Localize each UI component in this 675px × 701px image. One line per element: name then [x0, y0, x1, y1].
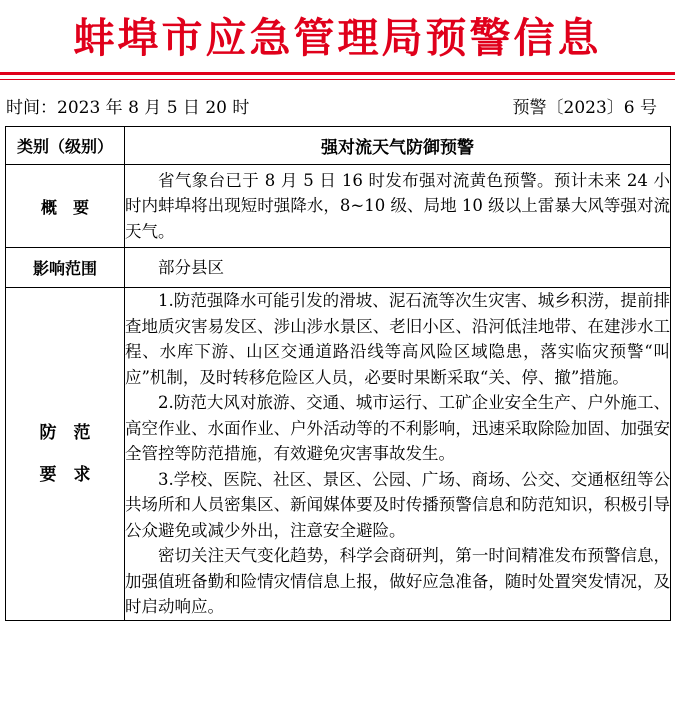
requirements-label-line2: 要 求: [39, 464, 91, 485]
summary-cell: [125, 165, 671, 248]
requirements-paragraph: 3.学校、医院、社区、景区、公园、广场、商场、公交、交通枢纽等公共场所和人员密集区、新闻媒体要及时传播预警信息和防范知识，积极引导公众避免或减少外出，注意安全避险。: [125, 469, 670, 540]
summary-label: 概 要: [6, 165, 125, 248]
scope-cell: [125, 248, 671, 288]
document-title: 蚌埠市应急管理局预警信息: [73, 14, 602, 62]
red-divider-thin: [0, 79, 675, 80]
warning-number: 预警〔2023〕6 号: [512, 98, 657, 118]
requirements-paragraph: 1.防范强降水可能引发的滑坡、泥石流等次生灾害、城乡积涝，提前排查地质灾害易发区、涉山涉水景区、老旧小区、沿河低洼地带、在建涉水工程、水库下游、山区交通道路沿线等高风险区域隐患，落实临灾预警“叫应”机制，及时转移危险区人员，必要时果断采取“关、停、撤”措施。: [125, 291, 670, 387]
category-label: 类别（级别）: [6, 127, 125, 165]
summary-row: [6, 165, 671, 248]
summary-text: 省气象台已于 8 月 5 日 16 时发布强对流黄色预警。预计未来 24 小时内蚌埠将出现短时强降水，8~10 级、局地 10 级以上雷暴大风等强对流天气。: [125, 170, 670, 241]
scope-text: 部分县区: [158, 257, 224, 277]
requirements-paragraph: 密切关注天气变化趋势，科学会商研判，第一时间精准发布预警信息，加强值班备勤和险情灾情信息上报，做好应急准备，随时处置突发情况，及时启动响应。: [125, 546, 670, 616]
requirements-row: [6, 288, 671, 621]
issue-time: 时间：2023 年 8 月 5 日 20 时: [6, 98, 250, 118]
category-row: [6, 127, 671, 165]
warning-table: [5, 126, 671, 621]
scope-row: [6, 248, 671, 288]
category-value: 强对流天气防御预警: [125, 127, 671, 165]
requirements-label: [6, 288, 125, 621]
scope-label: 影响范围: [6, 248, 125, 288]
requirements-label-line1: 防 范: [39, 422, 91, 443]
requirements-paragraph: 2.防范大风对旅游、交通、城市运行、工矿企业安全生产、户外施工、高空作业、水面作业、户外活动等的不利影响，迅速采取除险加固、加强安全管控等防范措施，有效避免灾害事故发生。: [125, 393, 670, 463]
red-divider-thick: [0, 72, 675, 75]
requirements-cell: [125, 288, 671, 621]
